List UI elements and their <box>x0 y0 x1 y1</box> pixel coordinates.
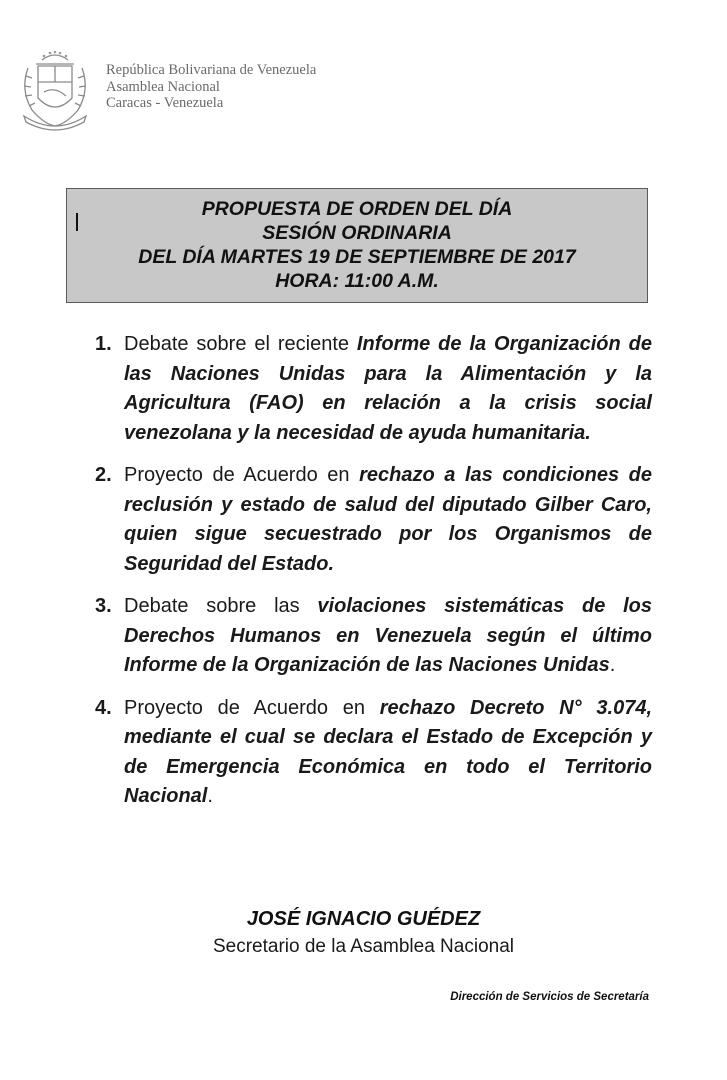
agenda-item <box>92 461 652 579</box>
item-end: . <box>585 421 591 444</box>
institution-name: Asamblea Nacional <box>106 78 220 95</box>
item-number: 3. <box>95 595 112 617</box>
agenda-item <box>92 330 652 448</box>
item-intro: Debate sobre las <box>124 595 300 617</box>
signatory-name: JOSÉ IGNACIO GUÉDEZ <box>246 908 481 930</box>
institution-lines <box>106 62 316 112</box>
item-number: 2. <box>95 464 112 486</box>
footer-department: Dirección de Servicios de Secretaría <box>450 991 649 1003</box>
item-end: . <box>207 785 213 807</box>
item-number: 1. <box>95 333 112 355</box>
item-intro: Debate sobre el reciente <box>124 333 349 355</box>
item-topic: Informe de la Organización de las Naciones Unidas para la Alimentación y la Agricultura (FAO) en relación a la crisis social venezolana y la necesidad de ayuda humanitaria <box>124 333 652 444</box>
country-name: República Bolivariana de Venezuela <box>106 62 317 78</box>
item-topic: rechazo a las condiciones de reclusión y estado de salud del diputado Gilber Caro, quien sigue secuestrado por los Organismos de Seguridad del Estado. <box>124 464 652 575</box>
title-line: HORA: 11:00 A.M. <box>275 270 439 292</box>
agenda-title-box <box>66 188 648 303</box>
item-topic: violaciones sistemáticas de los Derechos Humanos en Venezuela según el último Informe de la Organización de las Naciones Unidas <box>124 595 652 676</box>
agenda-list <box>92 330 652 825</box>
item-intro: Proyecto de Acuerdo en <box>124 464 350 486</box>
letterhead <box>14 46 434 138</box>
agenda-title <box>67 197 647 293</box>
signatory-role: Secretario de la Asamblea Nacional <box>212 936 514 957</box>
item-intro: Proyecto de Acuerdo en <box>124 696 365 719</box>
coat-of-arms-icon <box>14 46 96 132</box>
city-name: Caracas - Venezuela <box>106 95 224 111</box>
title-line: PROPUESTA DE ORDEN DEL DÍA <box>201 198 513 220</box>
agenda-item <box>92 694 652 812</box>
item-end: . <box>609 654 616 676</box>
item-number: 4. <box>95 696 112 719</box>
title-line: DEL DÍA MARTES 19 DE SEPTIEMBRE DE 2017 <box>138 246 576 268</box>
agenda-item <box>92 592 652 681</box>
title-line: SESIÓN ORDINARIA <box>262 222 452 244</box>
item-topic: rechazo Decreto N° 3.074, mediante el cual se declara el Estado de Excepción y de Emergencia Económica en todo el Territorio Nacional <box>124 696 652 807</box>
